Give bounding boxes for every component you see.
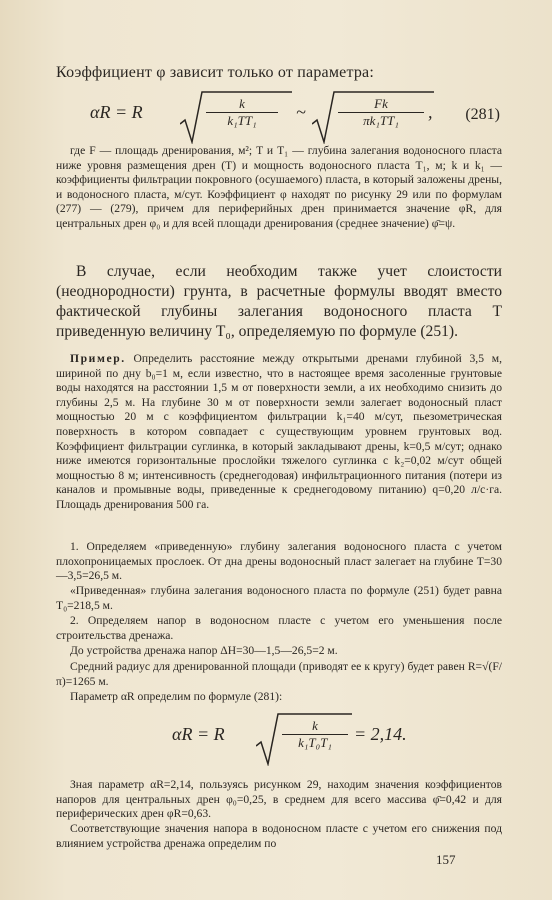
example-label: Пример. [70, 352, 126, 365]
paragraph-layering: В случае, если необходим также учет слоистости (неоднородности) грунта, в расчетные формулы вводят вместо фактической глубины залегания водоносного пласта T приведенную величину T₀, определяемую по формуле (251). [56, 263, 502, 340]
fraction-3 [282, 718, 348, 751]
formula-param [60, 710, 500, 766]
fraction-2 [338, 96, 424, 129]
step-2: 2. Определяем напор в водоносном пласте с учетом его уменьшения после строительства дренажа. [56, 614, 502, 642]
paragraph-coefficients: Зная параметр αR=2,14, пользуясь рисунком 29, находим значения коэффициентов напоров для центральных дрен φ₀=0,25, в среднем для всего массива φ̄=0,42 и для периферических дрен φR=0,63. [56, 778, 502, 821]
fraction-1-numerator: k [206, 96, 278, 113]
step-1: 1. Определяем «приведенную» глубину залегания водоносного пласта с учетом плохопроницаемых прослоек. От дна дрены водоносный пласт залегает на глубине T=30—3,5=26,5 м. [56, 540, 502, 583]
formula2-rhs: = 2,14. [354, 724, 407, 744]
step-1-result: «Приведенная» глубина залегания водоносного пласта по формуле (251) будет равна T₀=218,5 м. [56, 584, 502, 612]
step-radius: Средний радиус для дренированной площади (приводят ее к кругу) будет равен R=√(F/π)=1265 м. [56, 660, 502, 688]
formula-comma: , [428, 102, 433, 122]
fraction-3-denominator: k₁T₀T₁ [298, 735, 332, 750]
paragraph-definitions: где F — площадь дренирования, м²; T и T₁ — глубина залегания водоносного пласта ниже уровня размещения дрен (T) и мощность водоносного пласта T₁, м; k и k₁ — коэффициенты фильтрации покровного (осушаемого) пласта, в который заложены дрены, и водоносного пласта, м/сут. Коэффициент φ находят по рисунку 29 или по формулам (277) — (279), причем для периферийных дрен принимается значение φR, для центральных дрен φ₀ и для всей площади дренирования (среднее значение) φ̄=ψ. [56, 144, 502, 230]
example-text: Определить расстояние между открытыми дренами глубиной 3,5 м, шириной по дну b₀=1 м, если известно, что в настоящее время засоленные грунтовые воды находятся на расстоянии 1,5 м от поверхности земли, а их необходимо снизить до глубины 2,5 м. На глубине 30 м от поверхности земли залегает водоносный пласт мощностью 20 м с коэффициентом фильтрации k₁=40 м/сут, пьезометрическая поверхность в котором совпадает с существующим уровнем грунтовых вод. Коэффициент фильтрации суглинка, в который закладывают дрены, k=0,5 м/сут; однако ниже имеются горизонтальные прослойки тяжелого суглинка с k₂=0,02 м/сут общей мощностью 8 м; интенсивность (среднегодовая) инфильтрационного питания (потери из каналов и промывные воды, приведенные к среднегодовому питанию) q=0,20 л/с·га. Площадь дренирования 500 га. [56, 352, 502, 511]
step-parameter: Параметр αR определим по формуле (281): [70, 690, 283, 703]
formula2-lhs: αR = R [172, 724, 225, 744]
fraction-2-denominator: πk₁TT₁ [363, 113, 399, 128]
approx-sign: ~ [296, 102, 306, 122]
fraction-1-denominator: k₁TT₁ [227, 113, 257, 128]
step-head-before: До устройства дренажа напор ΔH=30—1,5—26,5=2 м. [70, 644, 338, 657]
paragraph-final: Соответствующие значения напора в водоносном пласте с учетом его снижения под влиянием устройства дренажа определим по [56, 822, 502, 850]
formula-lhs: αR = R [90, 102, 143, 122]
fraction-1 [206, 96, 278, 129]
fraction-3-numerator: k [282, 718, 348, 735]
lead-sentence: Коэффициент φ зависит только от параметра: [56, 64, 374, 81]
fraction-2-numerator: Fk [338, 96, 424, 113]
formula-281 [60, 88, 500, 144]
paragraph-example [56, 352, 502, 513]
equation-number-281: (281) [465, 106, 500, 123]
page-number: 157 [436, 852, 456, 867]
